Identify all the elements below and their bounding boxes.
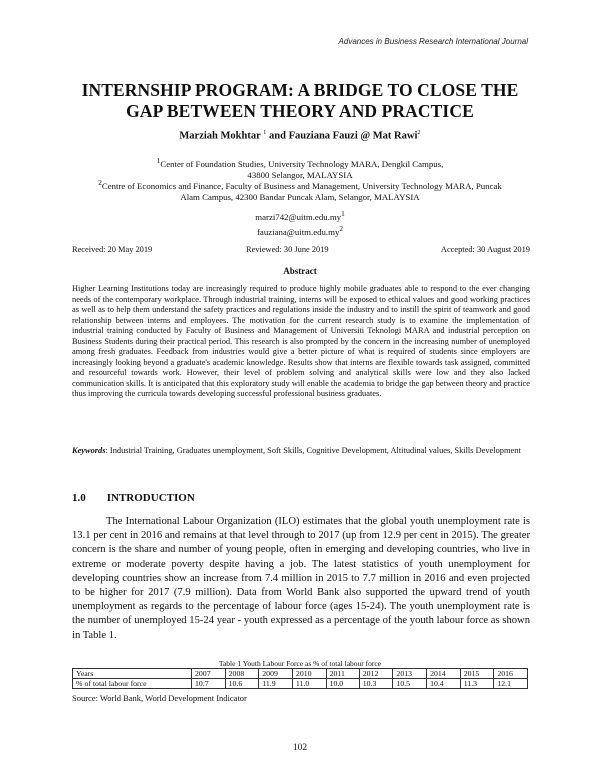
- table-row-values: [73, 679, 528, 689]
- paper-title: [60, 80, 540, 122]
- affiliation-1-sup: 1: [156, 156, 161, 165]
- intro-paragraph: The International Labour Organization (ILO) estimates that the global youth unemployment rate is 13.1 per cent in 2016 and remains at that level through to 2017 (up from 12.9 per cent in 2015). The greater concern is the share and number of young people, often in emerging and developing countries, who live in extreme or moderate poverty despite having a job. The latest statistics of youth unemployment for developing countries show an increase from 7.4 million in 2015 to 7.7 million in 2016 and even projected to be higher for 2017 (7.9 million). Data from World Bank also supported the upward trend of youth unemployment as regards to the percentage of labour force (ages 15-24). The youth unemployment rate is the number of unemployed 15-24 year - youth expressed as a percentage of the youth labour force as shown in Table 1.: [72, 516, 530, 641]
- keywords: [72, 446, 530, 457]
- email-2-sup: 2: [339, 224, 344, 234]
- affiliation-1-line-2: 43800 Selangor, MALAYSIA: [247, 169, 353, 180]
- title-line-2: GAP BETWEEN THEORY AND PRACTICE: [126, 101, 474, 121]
- value-cell: 10.7: [192, 679, 226, 689]
- page-number: 102: [292, 743, 308, 753]
- section-heading: [72, 492, 195, 504]
- title-line-1: INTERNSHIP PROGRAM: A BRIDGE TO CLOSE THE: [81, 80, 519, 100]
- table-row-years: [73, 669, 528, 679]
- author-1: Marziah Mokhtar: [179, 130, 261, 142]
- affiliation-2-line-2: Alam Campus, 42300 Bandar Puncak Alam, Selangor, MALAYSIA: [180, 191, 420, 202]
- abstract-heading: Abstract: [283, 266, 317, 276]
- value-cell: 10.0: [326, 679, 359, 689]
- received-date: Received: 20 May 2019: [72, 245, 153, 254]
- keywords-label: Keywords: [72, 446, 106, 455]
- value-cell: 10.3: [359, 679, 393, 689]
- row-label-values: % of total labour force: [73, 679, 192, 689]
- row-label-years: Years: [73, 669, 192, 679]
- table-source: Source: World Bank, World Development Indicator: [72, 693, 247, 703]
- year-cell: 2015: [460, 669, 494, 679]
- author-2-sup: 2: [417, 129, 421, 136]
- section-number: 1.0: [72, 492, 86, 504]
- value-cell: 10.6: [225, 679, 259, 689]
- author-2: Fauziana Fauzi @ Mat Rawi: [288, 130, 418, 142]
- author-1-sup: 1: [263, 129, 267, 136]
- reviewed-date: Reviewed: 30 June 2019: [246, 245, 329, 254]
- email-2[interactable]: fauziana@uitm.edu.my: [256, 227, 340, 238]
- affiliation-1-line-1: Center of Foundation Studies, University Technology MARA, Dengkil Campus,: [160, 158, 444, 169]
- value-cell: 11.0: [292, 679, 326, 689]
- affiliation-2: [60, 177, 540, 203]
- youth-labour-table: [72, 668, 528, 689]
- year-cell: 2011: [326, 669, 359, 679]
- year-cell: 2008: [225, 669, 259, 679]
- affiliation-2-sup: 2: [98, 178, 102, 187]
- year-cell: 2012: [359, 669, 393, 679]
- author-joiner: and: [269, 130, 286, 142]
- journal-name: Advances in Business Research International Journal: [338, 37, 528, 46]
- section-title: INTRODUCTION: [106, 492, 195, 504]
- year-cell: 2016: [494, 669, 528, 679]
- value-cell: 11.9: [259, 679, 293, 689]
- accepted-date: Accepted: 30 August 2019: [440, 245, 530, 254]
- year-cell: 2014: [427, 669, 461, 679]
- table-caption: Table 1 Youth Labour Force as % of total labour force: [218, 659, 382, 668]
- value-cell: 12.1: [494, 679, 528, 689]
- year-cell: 2009: [259, 669, 293, 679]
- email-1[interactable]: marzi742@uitm.edu.my: [255, 211, 342, 222]
- affiliation-2-line-1: Centre of Economics and Finance, Faculty of Business and Management, University Technology MARA, Puncak: [101, 180, 502, 191]
- value-cell: 10.5: [393, 679, 427, 689]
- abstract-text: Higher Learning Institutions today are increasingly required to produce highly mobile graduates able to respond to the ever changing needs of the contemporary workplace. Through industrial training, interns will be exposed to ethical values and good working practices as well as to help them understand the safety practices and regulations inside the industry and to instill the spirit of teamwork and good relationship between interns and employees. The motivation for the current research study is to examine the implementation of industrial training conducted by Faculty of Business and Management of Universiti Teknologi MARA and industrial perception on Business Students during their practical period. This research is also prompted by the concern in the increasing number of unemployed among fresh graduates. Feedback from industries would give a better picture of what is required of students since employers are increasingly looking beyond a graduate's academic knowledge. Results show that interns are flexible towards task assigned, committed and resourceful towards work. However, their level of problem solving and analytical skills were low and they also lacked communication skills. It is anticipated that this exploratory study will enable the academia to bridge the gap between theory and practice thus improving the curricula towards developing successful professional business graduates.: [72, 284, 530, 398]
- value-cell: 10.4: [427, 679, 461, 689]
- value-cell: 11.3: [460, 679, 494, 689]
- year-cell: 2007: [192, 669, 226, 679]
- author-list: [0, 129, 600, 142]
- year-cell: 2010: [292, 669, 326, 679]
- year-cell: 2013: [393, 669, 427, 679]
- email-block: [0, 208, 600, 239]
- keywords-text: : Industrial Training, Graduates unemployment, Soft Skills, Cognitive Development, Altitudinal values, Skills Development: [105, 446, 521, 455]
- email-1-sup: 1: [341, 209, 345, 218]
